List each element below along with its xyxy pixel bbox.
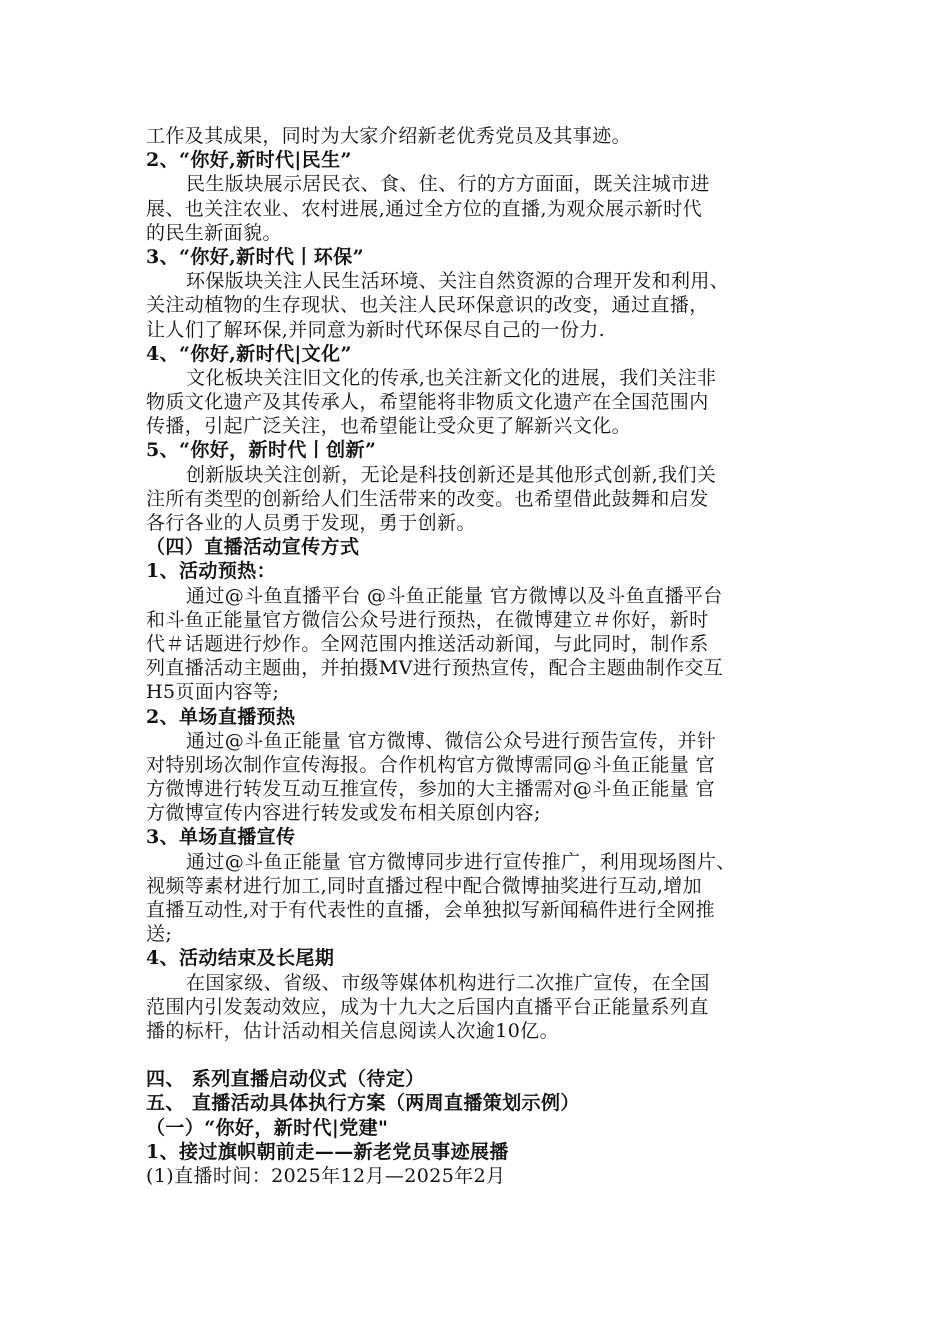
paragraph-line: 通过@斗鱼正能量 官方微博同步进行宣传推广，利用现场图片、: [186, 850, 736, 873]
paragraph-line: 送;: [146, 923, 173, 946]
subheading-wenhua: 4、“你好,新时代|文化”: [146, 342, 352, 365]
paragraph-line: 在国家级、省级、市级等媒体机构进行二次推广宣传，在全国: [186, 971, 710, 994]
section-heading-publicity: （四）直播活动宣传方式: [146, 536, 360, 559]
paragraph-line: 各行各业的人员勇于发现，勇于创新。: [146, 512, 476, 534]
paragraph-line: 范围内引发轰动效应，成为十九大之后国内直播平台正能量系列直: [146, 995, 709, 1018]
document-body: [146, 124, 816, 1188]
paragraph-line: 的民生新面貌。: [146, 221, 282, 244]
paragraph-line: 工作及其成果，同时为大家介绍新老优秀党员及其事迹。: [146, 125, 632, 147]
paragraph-line: 列直播活动主题曲，并拍摄MV进行预热宣传，配合主题曲制作交互: [146, 657, 724, 680]
paragraph-line: 通过@斗鱼直播平台 @斗鱼正能量 官方微博以及斗鱼直播平台: [186, 584, 723, 607]
subheading-huanbao: 3、“你好,新时代丨环保”: [146, 245, 364, 268]
section-heading-execution: 五、 直播活动具体执行方案（两周直播策划示例）: [146, 1092, 580, 1115]
paragraph-line: 直播互动性,对于有代表性的直播，会单独拟写新闻稿件进行全网推: [146, 899, 716, 921]
paragraph-line: 对特别场次制作宣传海报。合作机构官方微博需同@斗鱼正能量 官: [146, 753, 716, 776]
paragraph-line: 代＃话题进行炒作。全网范围内推送活动新闻，与此同时，制作系: [146, 632, 709, 655]
section-heading-launch: 四、 系列直播启动仪式（待定）: [146, 1068, 425, 1091]
paragraph-line: 物质文化遗产及其传承人，希望能将非物质文化遗产在全国范围内: [146, 391, 709, 414]
subheading-minsheng: 2、“你好,新时代|民生”: [146, 149, 352, 172]
paragraph-line: 展、也关注农业、农村进展,通过全方位的直播,为观众展示新时代: [146, 197, 703, 220]
paragraph-line: 环保版块关注人民生活环境、关注自然资源的合理开发和利用、: [186, 270, 730, 293]
subheading-chuangxin: 5、“你好，新时代丨创新”: [146, 439, 377, 462]
paragraph-line: 方微博进行转发互动互推宣传，参加的大主播需对@斗鱼正能量 官: [146, 778, 716, 801]
blank-line: [146, 1043, 816, 1067]
paragraph-line: (1)直播时间：2025年12月—2025年2月: [146, 1164, 506, 1187]
paragraph-line: 创新版块关注创新，无论是科技创新还是其他形式创新,我们关: [186, 463, 717, 486]
subheading-warmup: 1、活动预热：: [146, 560, 277, 583]
paragraph-line: 注所有类型的创新给人们生活带来的改变。也希望借此鼓舞和启发: [146, 487, 709, 510]
paragraph-line: H5页面内容等;: [146, 681, 280, 704]
subheading-dangjian: （一）“你好，新时代|党建": [146, 1116, 389, 1139]
paragraph-line: 传播，引起广泛关注，也希望能让受众更了解新兴文化。: [146, 415, 632, 438]
paragraph-line: 文化板块关注旧文化的传承,也关注新文化的进展，我们关注非: [186, 366, 717, 389]
subheading-single-warmup: 2、单场直播预热: [146, 705, 296, 728]
paragraph-line: 和斗鱼正能量官方微信公众号进行预热，在微博建立＃你好，新时: [146, 608, 709, 631]
subheading-flag: 1、接过旗帜朝前走——新老党员事迹展播: [146, 1140, 509, 1163]
paragraph-line: 方微博宣传内容进行转发或发布相关原创内容;: [146, 802, 541, 825]
paragraph-line: 民生版块展示居民衣、食、住、行的方方面面，既关注城市进: [186, 173, 710, 196]
paragraph-line: 视频等素材进行加工,同时直播过程中配合微博抽奖进行互动,增加: [146, 874, 703, 897]
paragraph-line: 通过@斗鱼正能量 官方微博、微信公众号进行预告宣传，并针: [186, 729, 717, 752]
paragraph-line: 关注动植物的生存现状、也关注人民环保意识的改变，通过直播，: [146, 294, 709, 317]
subheading-single-publicity: 3、单场直播宣传: [146, 826, 296, 849]
paragraph-line: 播的标杆，估计活动相关信息阅读人次逾10亿。: [146, 1019, 559, 1042]
paragraph-line: 让人们了解环保,并同意为新时代环保尽自己的一份力.: [146, 318, 606, 341]
subheading-longtail: 4、活动结束及长尾期: [146, 947, 335, 970]
